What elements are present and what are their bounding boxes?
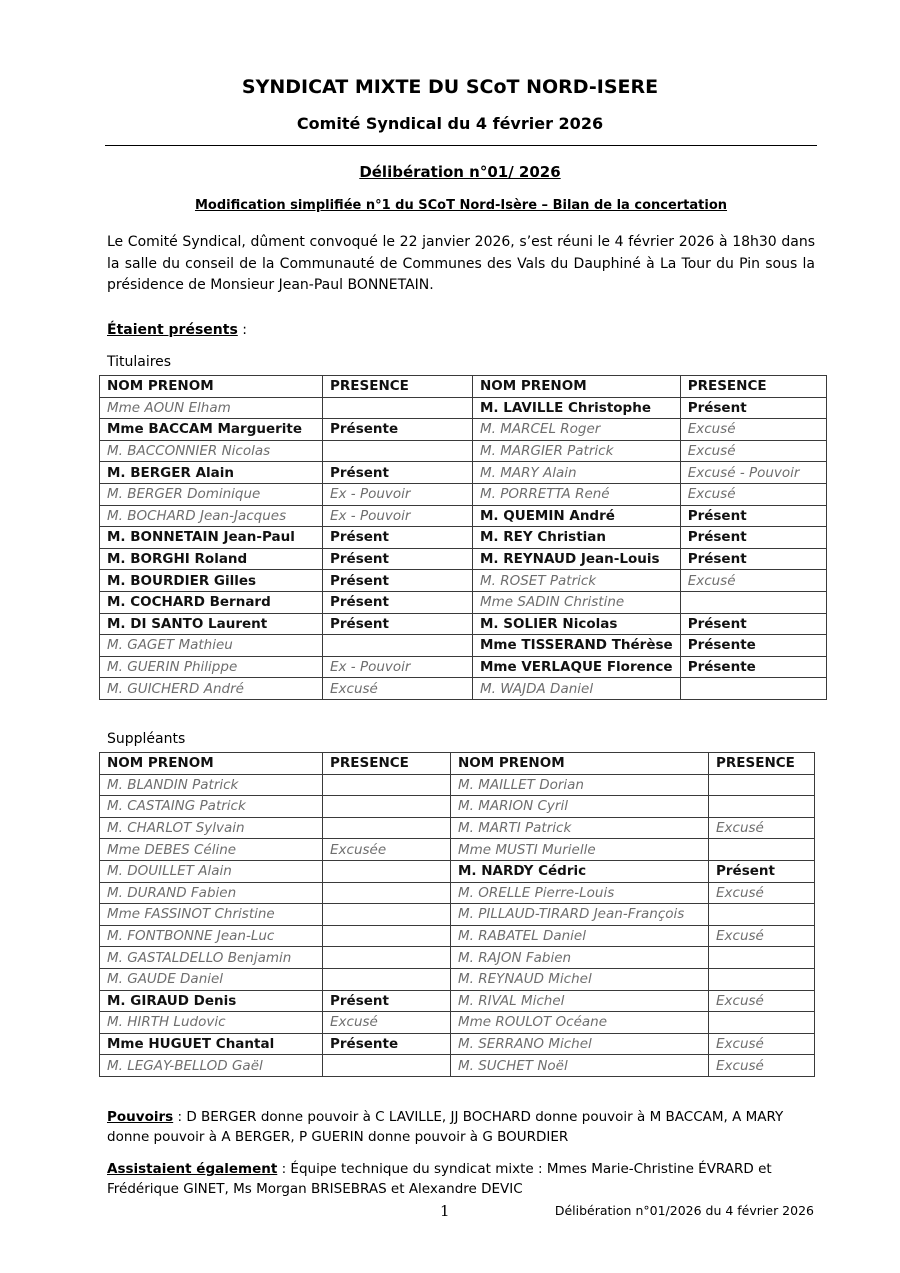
presence-status: Présent [680,505,826,527]
member-name: M. SERRANO Michel [451,1033,709,1055]
column-header: NOM PRENOM [473,376,681,398]
member-name: M. GAUDE Daniel [100,968,323,990]
table-row [100,1012,815,1034]
member-name: M. GASTALDELLO Benjamin [100,947,323,969]
member-name: Mme SADIN Christine [473,591,681,613]
presence-status: Ex - Pouvoir [323,483,473,505]
table-row [100,483,827,505]
presence-status: Présent [323,613,473,635]
table-row [100,1055,815,1077]
presence-status: Excusé [709,1055,815,1077]
presence-status: Ex - Pouvoir [323,505,473,527]
presence-status [709,968,815,990]
presence-status: Présent [709,860,815,882]
presence-status [323,774,451,796]
member-name: Mme VERLAQUE Florence [473,656,681,678]
member-name: M. BORGHI Roland [100,548,323,570]
member-name: M. MARGIER Patrick [473,440,681,462]
table-row [100,397,827,419]
deliberation-number: Délibération n°01/ 2026 [359,163,561,181]
member-name: Mme AOUN Elham [100,397,323,419]
member-name: M. MARCEL Roger [473,419,681,441]
member-name: M. FONTBONNE Jean-Luc [100,925,323,947]
titulaires-table [99,375,827,700]
member-name: M. QUEMIN André [473,505,681,527]
presence-status: Présent [323,462,473,484]
member-name: M. ROSET Patrick [473,570,681,592]
member-name: M. BONNETAIN Jean-Paul [100,527,323,549]
member-name: Mme MUSTI Murielle [451,839,709,861]
member-name: Mme FASSINOT Christine [100,904,323,926]
assistaient-paragraph [107,1159,817,1199]
table-row [100,440,827,462]
presence-status: Excusé [709,1033,815,1055]
document-title: SYNDICAT MIXTE DU SCoT NORD-ISERE [241,76,659,98]
presence-status: Excusé - Pouvoir [680,462,826,484]
member-name: M. COCHARD Bernard [100,591,323,613]
presence-status [323,635,473,657]
present-heading [107,322,247,338]
presence-status: Présent [680,548,826,570]
presence-status [323,796,451,818]
member-name: M. SUCHET Noël [451,1055,709,1077]
member-name: M. REYNAUD Michel [451,968,709,990]
member-name: M. REY Christian [473,527,681,549]
pouvoirs-text: : D BERGER donne pouvoir à C LAVILLE, JJ BOCHARD donne pouvoir à M BACCAM, A MARY donne pouvoir à A BERGER, P GUERIN donne pouvoir à G BOURDIER [107,1109,784,1145]
member-name: M. CASTAING Patrick [100,796,323,818]
member-name: M. CHARLOT Sylvain [100,817,323,839]
presence-status [680,591,826,613]
presence-status [323,860,451,882]
presence-status: Excusé [680,419,826,441]
presence-status [709,774,815,796]
member-name: Mme HUGUET Chantal [100,1033,323,1055]
presence-status: Excusé [323,678,473,700]
present-heading-label: Étaient présents [107,322,238,338]
presence-status: Présente [323,1033,451,1055]
member-name: M. DI SANTO Laurent [100,613,323,635]
present-heading-colon: : [237,322,247,338]
member-name: M. RIVAL Michel [451,990,709,1012]
table-row [100,796,815,818]
header-divider [105,145,817,146]
member-name: M. REYNAUD Jean-Louis [473,548,681,570]
member-name: M. BERGER Alain [100,462,323,484]
presence-status: Excusé [709,882,815,904]
member-name: Mme ROULOT Océane [451,1012,709,1034]
member-name: M. HIRTH Ludovic [100,1012,323,1034]
assistaient-text: : Équipe technique du syndicat mixte : Mmes Marie-Christine ÉVRARD et Frédérique GINET, Ms Morgan BRISEBRAS et Alexandre DEVIC [107,1161,772,1197]
table-row [100,860,815,882]
presence-status: Présent [323,990,451,1012]
member-name: M. BOCHARD Jean-Jacques [100,505,323,527]
table-row [100,925,815,947]
table-row [100,990,815,1012]
table-row [100,462,827,484]
presence-status: Excusé [709,817,815,839]
page-number: 1 [440,1202,450,1220]
table-row [100,904,815,926]
table-row [100,839,815,861]
table-row [100,591,827,613]
table-row [100,548,827,570]
member-name: Mme TISSERAND Thérèse [473,635,681,657]
member-name: M. PORRETTA René [473,483,681,505]
presence-status [323,817,451,839]
column-header: PRESENCE [680,376,826,398]
presence-status: Présente [323,419,473,441]
footer-reference: Délibération n°01/2026 du 4 février 2026 [554,1203,814,1218]
table-header-row [100,753,815,775]
member-name: M. LAVILLE Christophe [473,397,681,419]
member-name: M. DOUILLET Alain [100,860,323,882]
presence-status [680,678,826,700]
member-name: M. RAJON Fabien [451,947,709,969]
column-header: NOM PRENOM [451,753,709,775]
column-header: PRESENCE [709,753,815,775]
member-name: M. ORELLE Pierre-Louis [451,882,709,904]
table-row [100,678,827,700]
presence-status: Excusé [709,925,815,947]
presence-status: Présent [680,527,826,549]
presence-status [323,1055,451,1077]
presence-status: Excusé [680,440,826,462]
table-header-row [100,376,827,398]
table-row [100,635,827,657]
table-row [100,882,815,904]
table-row [100,774,815,796]
member-name: Mme DEBES Céline [100,839,323,861]
presence-status: Présent [323,548,473,570]
table-row [100,505,827,527]
meeting-subtitle: Comité Syndical du 4 février 2026 [296,114,604,133]
member-name: M. GUERIN Philippe [100,656,323,678]
presence-status [709,839,815,861]
table-row [100,613,827,635]
presence-status [709,796,815,818]
presence-status: Excusé [680,483,826,505]
column-header: NOM PRENOM [100,753,323,775]
column-header: NOM PRENOM [100,376,323,398]
presence-status: Présent [680,397,826,419]
member-name: M. WAJDA Daniel [473,678,681,700]
member-name: M. RABATEL Daniel [451,925,709,947]
presence-status: Présent [680,613,826,635]
presence-status: Présent [323,527,473,549]
titulaires-label: Titulaires [107,354,172,370]
column-header: PRESENCE [323,753,451,775]
member-name: M. BOURDIER Gilles [100,570,323,592]
presence-status [323,947,451,969]
presence-status: Excusé [680,570,826,592]
member-name: M. BACCONNIER Nicolas [100,440,323,462]
table-row [100,656,827,678]
member-name: M. NARDY Cédric [451,860,709,882]
table-row [100,527,827,549]
presence-status [709,947,815,969]
presence-status: Présente [680,656,826,678]
presence-status: Excusée [323,839,451,861]
table-row [100,570,827,592]
member-name: M. DURAND Fabien [100,882,323,904]
intro-paragraph: Le Comité Syndical, dûment convoqué le 22 janvier 2026, s’est réuni le 4 février 2026 à 18h30 dans la salle du conseil de la Communauté de Communes des Vals du Dauphiné à La Tour du Pin sous la présidence de Monsieur Jean-Paul BONNETAIN. [107,234,815,293]
member-name: M. MARTI Patrick [451,817,709,839]
presence-status [323,882,451,904]
presence-status: Présent [323,591,473,613]
presence-status: Présent [323,570,473,592]
suppleants-label: Suppléants [107,731,186,747]
member-name: M. GIRAUD Denis [100,990,323,1012]
suppleants-table [99,752,815,1077]
member-name: M. LEGAY-BELLOD Gaël [100,1055,323,1077]
presence-status [323,440,473,462]
presence-status: Ex - Pouvoir [323,656,473,678]
presence-status [323,968,451,990]
table-row [100,419,827,441]
assistaient-label: Assistaient également [107,1161,278,1177]
presence-status [323,904,451,926]
table-row [100,817,815,839]
deliberation-object: Modification simplifiée n°1 du SCoT Nord-Isère – Bilan de la concertation [194,198,728,213]
pouvoirs-paragraph [107,1107,817,1147]
member-name: M. PILLAUD-TIRARD Jean-François [451,904,709,926]
presence-status [323,925,451,947]
presence-status [323,397,473,419]
member-name: M. BLANDIN Patrick [100,774,323,796]
member-name: M. SOLIER Nicolas [473,613,681,635]
presence-status [709,1012,815,1034]
table-row [100,1033,815,1055]
member-name: M. MAILLET Dorian [451,774,709,796]
presence-status: Présente [680,635,826,657]
presence-status [709,904,815,926]
member-name: Mme BACCAM Marguerite [100,419,323,441]
member-name: M. GUICHERD André [100,678,323,700]
table-row [100,968,815,990]
presence-status: Excusé [709,990,815,1012]
presence-status: Excusé [323,1012,451,1034]
member-name: M. BERGER Dominique [100,483,323,505]
column-header: PRESENCE [323,376,473,398]
member-name: M. MARION Cyril [451,796,709,818]
member-name: M. MARY Alain [473,462,681,484]
pouvoirs-label: Pouvoirs [107,1109,174,1125]
table-row [100,947,815,969]
member-name: M. GAGET Mathieu [100,635,323,657]
